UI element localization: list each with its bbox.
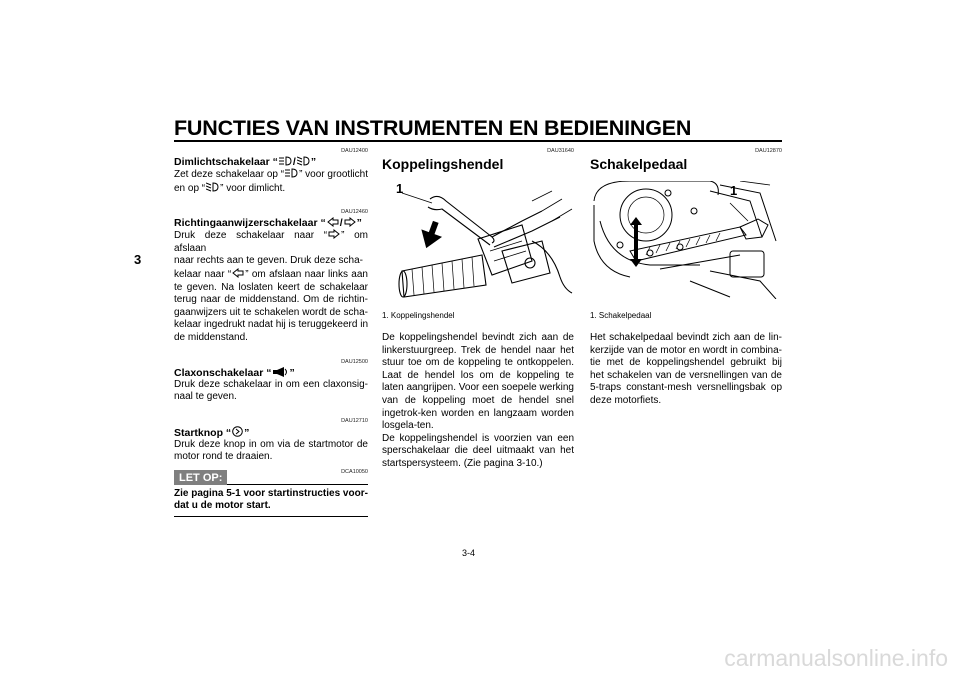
note-header [174,469,368,485]
heading-text: Claxonschakelaar “ [174,366,272,379]
heading-text: Richtingaanwijzerschakelaar “ [174,217,326,230]
ref-code: DAU12710 [341,417,368,424]
ref-code: DAU31640 [547,148,574,154]
shift-paragraph-1: Het schakelpedaal bevindt zich aan de lin-kerzijde van de motor en wordt in combina-tie met de koppelingshendel gebruikt bij het schakelen van de versnellingen van de 5-traps constant-mesh versnellingsbak op deze motorfiets. [590,332,782,406]
text: ” om afslaan naar links aan [245,268,368,280]
claxon-text: Druk deze schakelaar in om een claxonsig-naal te geven. [174,378,368,403]
start-button-icon [232,426,243,437]
section-title: Schakelpedaal [590,156,688,172]
clutch-paragraph-2: De koppelingshendel is voorzien van een sperschakelaar die deel uitmaakt van het startspersysteem. (Zie pagina 3-10.) [382,432,574,469]
turn-left-arrow-icon [232,268,244,278]
figure-caption: 1. Schakelpedaal [590,311,652,320]
richting-text [174,229,368,344]
heading-text: ” [244,426,250,439]
claxon-heading [174,367,368,379]
start-text: Druk deze knop in om via de startmotor de motor rond te draaien. [174,438,368,463]
heading-text: Dimlichtschakelaar “ [174,156,278,168]
dimlicht-text [174,168,368,195]
middle-column [382,148,574,471]
text: naar rechts aan te geven. Druk deze scha- [174,255,363,267]
ref-code: DAU12460 [341,209,368,216]
right-column [590,148,782,408]
text: kelaar naar “ [174,268,232,280]
ref-code: DAU12870 [755,148,782,154]
note-top-rule [227,484,368,485]
start-heading [174,426,368,439]
heading-text: ” [356,217,362,230]
page-number: 3-4 [462,548,476,558]
low-beam-icon [297,156,310,166]
horn-icon [272,367,288,377]
page-title: FUNCTIES VAN INSTRUMENTEN EN BEDIENINGEN [174,116,692,140]
callout-number: 1 [396,181,404,196]
text: ” voor dimlicht. [220,182,286,194]
clutch-lever-figure [382,181,574,299]
ref-code: DAU12400 [341,148,368,154]
text: Druk deze schakelaar naar “ [174,230,328,242]
richting-heading: Richtingaanwijzerschakelaar “ / ” [174,217,362,230]
turn-right-arrow-icon [328,229,340,239]
dimlicht-heading: Dimlichtschakelaar “ / ” [174,156,317,168]
section-title: Koppelingshendel [382,156,504,172]
left-column [174,148,368,517]
callout-number: 1 [730,183,738,198]
low-beam-icon [206,182,219,192]
heading-text: Startknop “ [174,426,232,439]
text: ” voor grootlicht [299,169,368,180]
text: ” om afslaan [174,230,368,254]
turn-left-arrow-icon [327,217,339,227]
text: en op “ [174,182,206,194]
high-beam-icon [285,168,298,178]
clutch-paragraph-1: De koppelingshendel bevindt zich aan de linkerstuurgreep. Trek de hendel naar het stuur toe om de koppeling te ontkoppelen. Laat de hendel los om de koppeling te laten aangrijpen. Voor een soepele werking van de koppeling moet de hendel snel ingetrok-ken worden en langzaam worden losgela-ten. [382,332,574,432]
turn-right-arrow-icon [344,217,356,227]
note-line-wrap [227,469,368,485]
text: Zet deze schakelaar op “ [174,169,285,180]
ref-code: DCA10050 [341,468,368,475]
shift-pedal-figure [590,181,782,299]
high-beam-icon [279,156,292,166]
heading-text: ” [310,156,317,168]
shift-pedal-illustration [590,181,782,299]
chapter-tab: 3 [134,252,142,267]
title-rule [174,140,782,142]
ref-code: DAU12500 [341,358,368,365]
figure-caption: 1. Koppelingshendel [382,311,455,320]
note-badge: LET OP: [174,470,227,485]
note-text: Zie pagina 5-1 voor startinstructies voor-dat u de motor start. [174,488,368,517]
watermark-text: carmanualsonline.info [724,645,948,671]
text: te geven. Na loslaten keert de schakelaar terug naar de middenstand. Om de richtin-gaanwijzers uit te schakelen wordt de scha-kelaar ingedrukt nadat hij is teruggekeerd in de middenstand. [174,281,369,343]
heading-text: ” [289,366,295,379]
clutch-lever-illustration [382,181,574,299]
